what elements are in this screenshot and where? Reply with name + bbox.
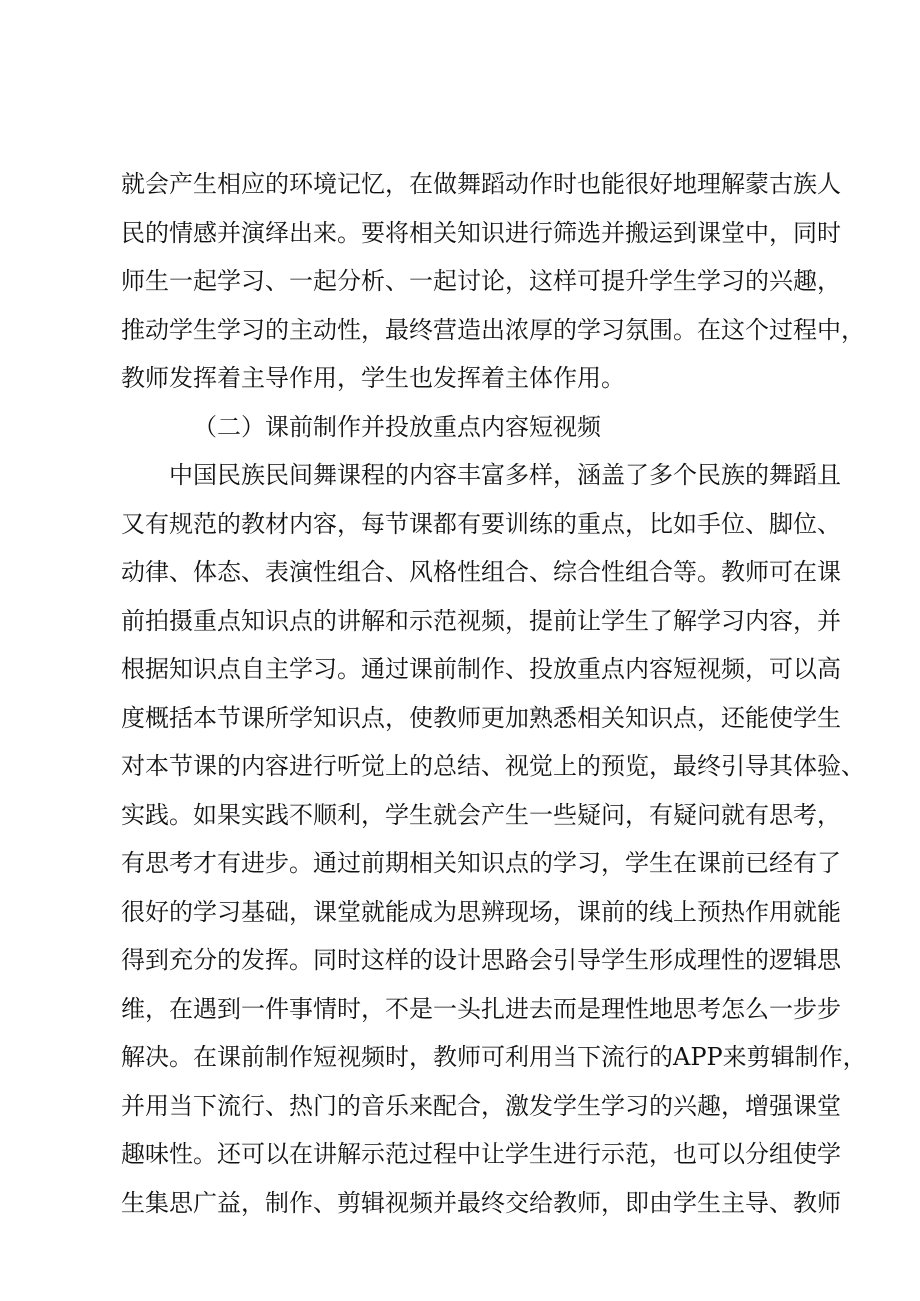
paragraph-line: 实践。如果实践不顺利，学生就会产生一些疑问，有疑问就有思考， [121, 800, 841, 829]
body-text [121, 160, 867, 1227]
paragraph-line: 得到充分的发挥。同时这样的设计思路会引导学生形成理性的逻辑思 [121, 946, 841, 974]
paragraph-line: 前拍摄重点知识点的讲解和示范视频，提前让学生了解学习内容，并 [121, 606, 841, 635]
section-heading: （二）课前制作并投放重点内容短视频 [193, 412, 601, 441]
paragraph-line: 生集思广益，制作、剪辑视频并最终交给教师，即由学生主导、教师 [121, 1188, 841, 1217]
paragraph-line: 有思考才有进步。通过前期相关知识点的学习，学生在课前已经有了 [121, 849, 841, 877]
paragraph-line: 就会产生相应的环境记忆，在做舞蹈动作时也能很好地理解蒙古族人 [121, 170, 841, 198]
paragraph-line: 解决。在课前制作短视频时，教师可利用当下流行的APP来剪辑制作， [121, 1043, 867, 1071]
paragraph-line: 中国民族民间舞课程的内容丰富多样，涵盖了多个民族的舞蹈且 [169, 461, 841, 489]
paragraph-line: 师生一起学习、一起分析、一起讨论，这样可提升学生学习的兴趣， [121, 267, 841, 295]
paragraph-line: 并用当下流行、热门的音乐来配合，激发学生学习的兴趣，增强课堂 [121, 1091, 841, 1120]
paragraph-line: 度概括本节课所学知识点，使教师更加熟悉相关知识点，还能使学生 [121, 703, 841, 732]
paragraph-line: 推动学生学习的主动性，最终营造出浓厚的学习氛围。在这个过程中， [121, 315, 865, 344]
paragraph-line: 动律、体态、表演性组合、风格性组合、综合性组合等。教师可在课 [121, 558, 841, 586]
paragraph-line: 维，在遇到一件事情时，不是一头扎进去而是理性地思考怎么一步步 [121, 994, 841, 1023]
paragraph-line: 又有规范的教材内容，每节课都有要训练的重点，比如手位、脚位、 [121, 509, 841, 538]
paragraph-line: 对本节课的内容进行听觉上的总结、视觉上的预览，最终引导其体验、 [121, 752, 865, 780]
paragraph-line: 很好的学习基础，课堂就能成为思辨现场，课前的线上预热作用就能 [121, 897, 841, 926]
paragraph-line: 教师发挥着主导作用，学生也发挥着主体作用。 [121, 364, 625, 392]
paragraph-line: 根据知识点自主学习。通过课前制作、投放重点内容短视频，可以高 [121, 655, 841, 683]
paragraph-line: 民的情感并演绎出来。要将相关知识进行筛选并搬运到课堂中，同时 [121, 218, 841, 247]
paragraph-line: 趣味性。还可以在讲解示范过程中让学生进行示范，也可以分组使学 [121, 1140, 841, 1168]
